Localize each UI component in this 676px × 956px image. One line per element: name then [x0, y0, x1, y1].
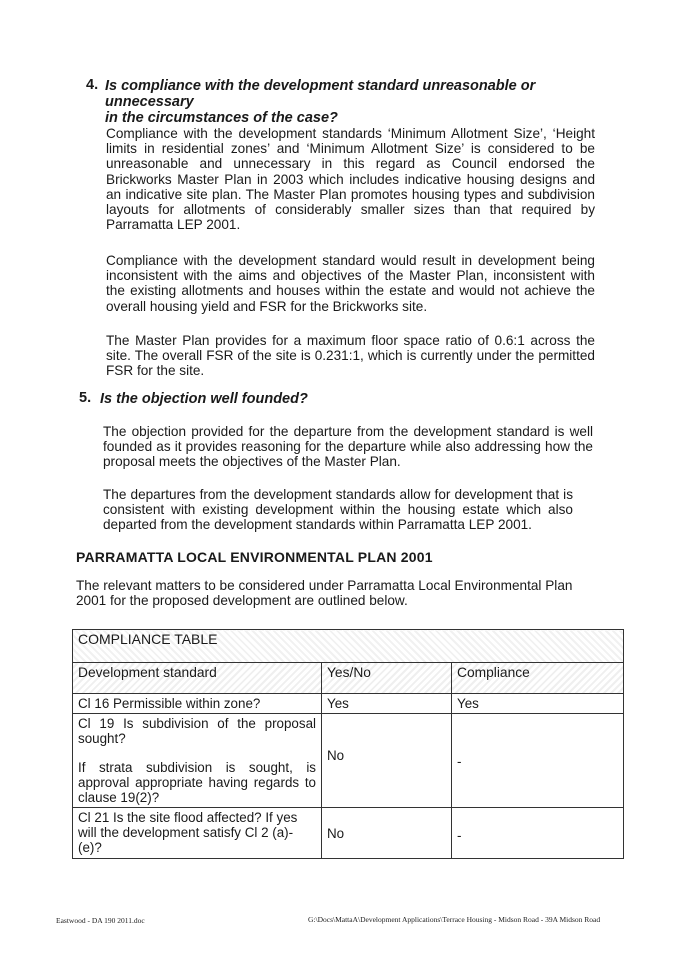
- row1-yesno: Yes: [322, 694, 452, 714]
- table-row: [73, 694, 624, 714]
- row2-standard-part-a: Cl 19 Is subdivision of the proposal sought?: [78, 716, 316, 746]
- row2-standard: [73, 714, 322, 808]
- row2-yesno: No: [322, 714, 452, 808]
- table-title-row: [73, 630, 624, 663]
- question-4-title-line1: Is compliance with the development standard unreasonable or unnecessary: [105, 78, 536, 110]
- question-4-number: 4.: [86, 77, 99, 93]
- question-4-title-line2: in the circumstances of the case?: [105, 110, 338, 126]
- header-yes-no: Yes/No: [322, 663, 452, 694]
- table-row: [73, 808, 624, 859]
- header-compliance: Compliance: [452, 663, 624, 694]
- table-header-row: [73, 663, 624, 694]
- footer-filename: Eastwood - DA 190 2011.doc: [56, 916, 145, 925]
- q4-paragraph-1: Compliance with the development standards ‘Minimum Allotment Size’, ‘Height limits in residential zones’ and ‘Minimum Allotment Size’ is considered to be unreasonable and unnecessary in this regard as Council endorsed the Brickworks Master Plan in 2003 which includes indicative housing designs and an indicative site plan. The Master Plan promotes housing types and subdivision layouts for allotments of considerably smaller sizes than that required by Parramatta LEP 2001.: [106, 126, 595, 233]
- row2-standard-part-b: If strata subdivision is sought, is approval appropriate having regards to clause 19(2)?: [78, 760, 316, 805]
- q5-paragraph-2: The departures from the development standards allow for development that is consistent with existing development within the housing estate which also departed from the development standards within Parramatta LEP 2001.: [103, 487, 573, 533]
- q4-paragraph-3: The Master Plan provides for a maximum floor space ratio of 0.6:1 across the site. The overall FSR of the site is 0.231:1, which is currently under the permitted FSR for the site.: [106, 333, 595, 379]
- lep-intro: The relevant matters to be considered under Parramatta Local Environmental Plan 2001 for the proposed development are outlined below.: [76, 578, 573, 609]
- header-development-standard: Development standard: [73, 663, 322, 694]
- compliance-table: [72, 629, 624, 859]
- footer-filepath: G:\Docs\MattaA\Development Applications\Terrace Housing - Midson Road - 39A Midson Road: [308, 915, 601, 924]
- table-title: COMPLIANCE TABLE: [73, 630, 624, 663]
- question-5-title: Is the objection well founded?: [100, 391, 308, 407]
- row3-yesno: No: [322, 808, 452, 859]
- row3-standard: Cl 21 Is the site flood affected? If yes will the development satisfy Cl 2 (a)-(e)?: [73, 808, 322, 859]
- table-row: [73, 714, 624, 808]
- lep-heading: PARRAMATTA LOCAL ENVIRONMENTAL PLAN 2001: [76, 549, 433, 565]
- row1-compliance: Yes: [452, 694, 624, 714]
- question-5-number: 5.: [79, 390, 92, 406]
- q4-paragraph-2: Compliance with the development standard would result in development being inconsistent with the aims and objectives of the Master Plan, inconsistent with the existing allotments and houses within the estate and would not achieve the overall housing yield and FSR for the Brickworks site.: [106, 253, 595, 314]
- row1-standard: Cl 16 Permissible within zone?: [73, 694, 322, 714]
- question-4-title: [105, 78, 605, 126]
- row2-compliance: -: [452, 714, 624, 808]
- row3-compliance: -: [452, 808, 624, 859]
- q5-paragraph-1: The objection provided for the departure from the development standard is well founded as it provides reasoning for the departure while also addressing how the proposal meets the objectives of the Master Plan.: [103, 424, 593, 470]
